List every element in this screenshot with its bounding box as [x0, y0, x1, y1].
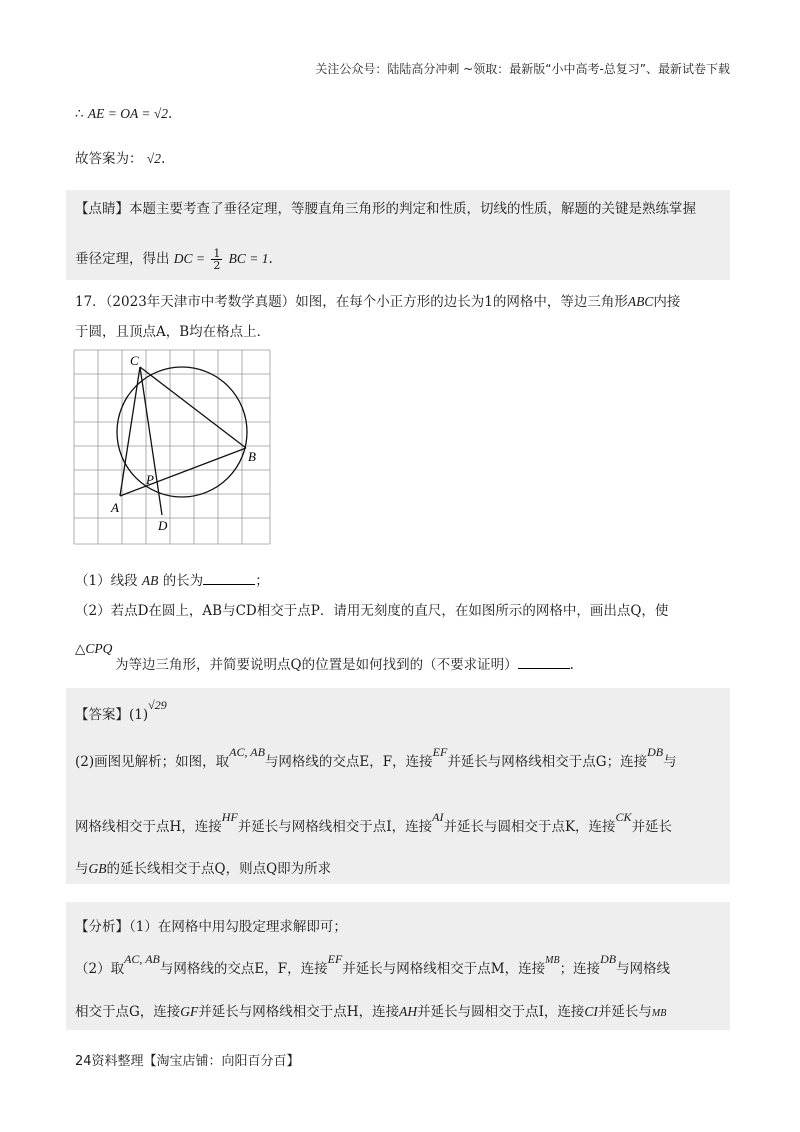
therefore-symbol: ∴	[75, 106, 84, 122]
triangle-abc	[120, 367, 246, 515]
analysis-line-2: （2）取AC, AB与网格线的交点E，F，连接EF并延长与网格线相交于点M，连接$^{MB}$；连接DB与网格线	[75, 952, 671, 977]
answer-blank-2	[518, 656, 570, 669]
answer-value-1: √29	[148, 698, 167, 712]
side-ac	[120, 367, 140, 496]
grid-lines	[74, 350, 270, 544]
analysis-line-1: 【分析】（1）在网格中用勾股定理求解即可；	[75, 919, 347, 935]
label-d: D	[158, 518, 168, 533]
segment-cd	[140, 367, 162, 515]
comment-line-1: 【点睛】本题主要考查了垂径定理，等腰直角三角形的判定和性质，切线的性质，解题的关键是熟练掌握	[75, 201, 696, 217]
analysis-line-3: 相交于点G，连接GF并延长与网格线相交于点H，连接AH并延长与圆相交于点I，连接CI并延长与MB	[75, 1004, 667, 1020]
page-footer: 24资料整理【淘宝店铺：向阳百分百】	[75, 1054, 300, 1069]
conclusion-line: ∴ AE = OA = √2.	[75, 106, 173, 122]
answer-blank-1	[203, 572, 255, 585]
conclusion-formula: AE = OA = √2	[87, 106, 169, 121]
answer-value: √2	[146, 151, 161, 166]
answer-line: 故答案为： √2.	[75, 151, 166, 167]
question-intro-line-1: 17．（2023年天津市中考数学真题）如图，在每个小正方形的边长为1的网格中，等边三角形ABC内接	[75, 294, 681, 310]
answer-line-3: 网格线相交于点H，连接HF并延长与网格线相交于点I，连接AI并延长与圆相交于点K，连接CK并延长	[75, 810, 673, 835]
side-ba	[120, 448, 246, 496]
label-b: B	[248, 449, 256, 464]
label-p: P	[146, 472, 154, 487]
question-intro-line-2: 于圆，且顶点A，B均在格点上．	[75, 324, 271, 340]
question-part-2-line-2: 为等边三角形，并简要说明点Q的位置是如何找到的（不要求证明） .	[115, 657, 574, 673]
label-c: C	[130, 353, 139, 368]
page-number: 24	[75, 1054, 92, 1069]
question-part-2-line-1: （2）若点D在圆上，AB与CD相交于点P．请用无刻度的直尺，在如图所示的网格中，画出点Q，使	[75, 603, 669, 619]
answer-line-4: 与GB的延长线相交于点Q，则点Q即为所求	[75, 861, 332, 877]
answer-part-1: 【答案】(1)√29	[75, 698, 167, 723]
comment-line-2: 垂径定理，得出 DC = $\frac{1}{2}$ BC = 1.	[75, 247, 273, 272]
label-a: A	[111, 500, 119, 515]
answer-line-2: (2)画图见解析；如图，取AC, AB与网格线的交点E，F，连接EF并延长与网格线相交于点G；连接DB与	[75, 745, 677, 770]
fraction: $\frac{1}{2}$	[213, 247, 221, 272]
grid-circle-figure	[72, 348, 282, 548]
question-part-1: （1）线段 AB 的长为 ；	[75, 573, 269, 589]
question-part-2-triangle: △CPQ	[75, 641, 113, 656]
page-header: 关注公众号：陆陆高分冲刺 ~领取：最新版“小中高考-总复习”、最新试卷下载	[315, 62, 730, 76]
side-cb	[140, 367, 246, 448]
